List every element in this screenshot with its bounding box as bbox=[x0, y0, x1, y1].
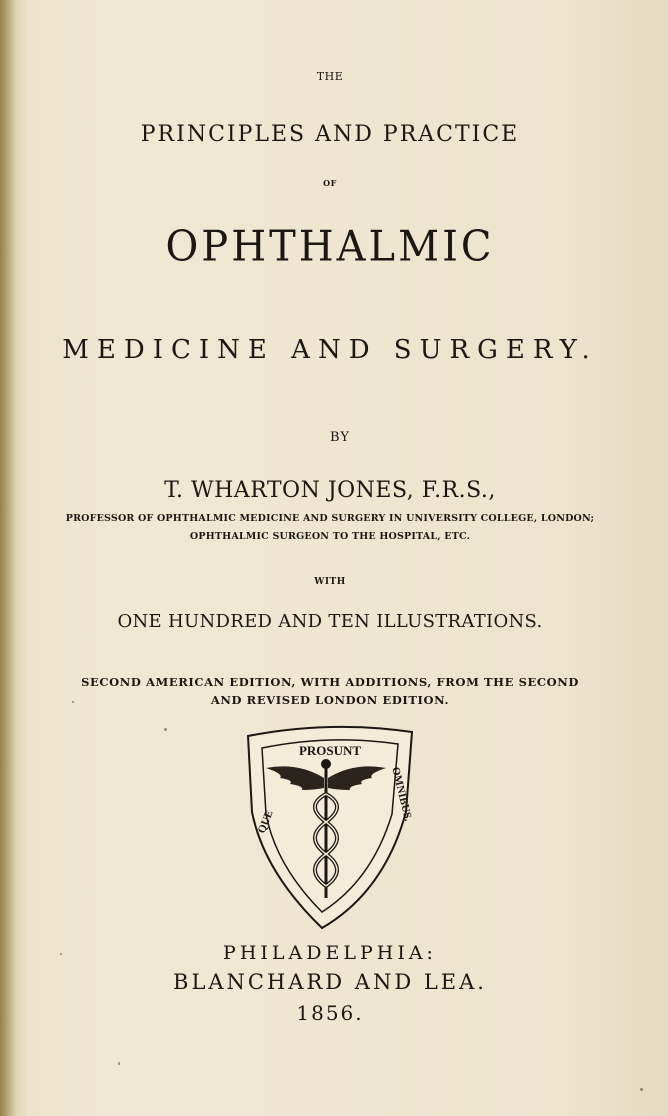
motto-right: OMNIBUS. bbox=[389, 765, 415, 823]
motto-left: QUE bbox=[255, 808, 276, 836]
paper-speck bbox=[118, 1062, 120, 1065]
paper-speck bbox=[72, 701, 74, 703]
paper-speck bbox=[640, 1088, 643, 1091]
spine-shadow bbox=[0, 0, 16, 1116]
paper-speck bbox=[164, 728, 167, 731]
paper-speck bbox=[60, 953, 62, 955]
caduceus-shield-icon bbox=[244, 722, 416, 932]
motto-top: PROSUNT bbox=[298, 743, 362, 758]
title-page: THE PRINCIPLES AND PRACTICE OF OPHTHALMIC MEDICINE AND SURGERY. BY T. WHARTON JONES, F.R.S., PROFESSOR OF OPHTHALMIC MEDICINE AND SURGERY IN UNIVERSITY COLLEGE, LONDON; OPHTHALMIC SURGEON TO THE HOSPITAL, ETC. WITH ONE HUNDRED AND TEN ILLUSTRATIONS. SECOND AMERICAN EDITION, WITH ADDITIONS, FROM THE SECOND AND REVISED LONDON EDITION. PROSUNT QUE OMNIBUS. PHILADELPHIA: BLANCHARD AND LEA. 1856. bbox=[0, 0, 668, 1116]
